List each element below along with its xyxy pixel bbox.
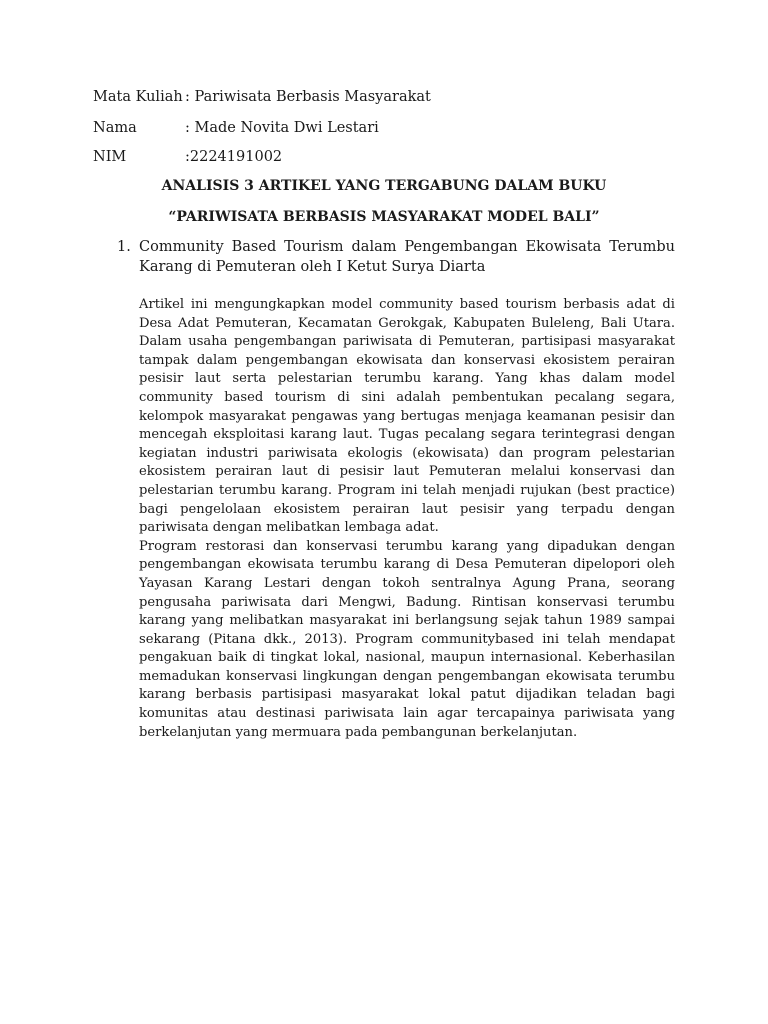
nama-value: : Made Novita Dwi Lestari — [185, 120, 379, 136]
list-item-number: 1. — [117, 239, 131, 255]
article-analysis — [139, 296, 675, 742]
mata-kuliah-row — [93, 87, 431, 107]
nim-value: :2224191002 — [185, 149, 283, 165]
mata-kuliah-label: Mata Kuliah — [93, 89, 183, 105]
analysis-paragraph-2: Program restorasi dan konservasi terumbu karang yang dipadukan dengan pengembangan ekowisata terumbu karang di Desa Pemuteran dipelopori oleh Yayasan Karang Lestari dengan tokoh sentralnya Agung Prana, seorang pengusaha pariwisata dari Mengwi, Badung. Rintisan konservasi terumbu karang yang melibatkan masyarakat ini berlangsung sejak tahun 1989 sampai sekarang (Pitana dkk., 2013). Program communitybased ini telah mendapat pengakuan baik di tingkat lokal, nasional, maupun internasional. Keberhasilan memadukan konservasi lingkungan dengan pengembangan ekowisata terumbu karang berbasis partisipasi masyarakat lokal patut dijadikan teladan bagi komunitas atau destinasi pariwisata lain agar tercapainya pariwisata yang berkelanjutan yang mermuara pada pembangunan berkelanjutan. — [139, 538, 675, 740]
nama-label: Nama — [93, 120, 137, 136]
nim-row — [93, 147, 282, 167]
analysis-paragraph-1: Artikel ini mengungkapkan model community based tourism berbasis adat di Desa Adat Pemuteran, Kecamatan Gerokgak, Kabupaten Buleleng, Bali Utara. Dalam usaha pengembangan pariwisata di Pemuteran, partisipasi masyarakat tampak dalam pengembangan ekowisata dan konservasi ekosistem perairan pesisir laut serta pelestarian terumbu karang. Yang khas dalam model community based tourism di sini adalah pembentukan pecalang segara, kelompok masyarakat pengawas yang bertugas menjaga keamanan pesisir dan mencegah eksploitasi karang laut. Tugas pecalang segara terintegrasi dengan kegiatan industri pariwisata ekologis (ekowisata) dan program pelestarian ekosistem perairan laut di pesisir laut Pemuteran melalui konservasi dan pelestarian terumbu karang. Program ini telah menjadi rujukan (best practice) bagi pengelolaan ekosistem perairan laut pesisir yang terpadu dengan pariwisata dengan melibatkan lembaga adat. — [139, 297, 675, 536]
document-title-line-1: ANALISIS 3 ARTIKEL YANG TERGABUNG DALAM BUKU — [161, 178, 607, 194]
document-title-line-2: “PARIWISATA BERBASIS MASYARAKAT MODEL BALI” — [168, 209, 600, 225]
mata-kuliah-value: : Pariwisata Berbasis Masyarakat — [185, 89, 431, 105]
nim-label: NIM — [93, 149, 127, 165]
article-heading: Community Based Tourism dalam Pengembangan Ekowisata Terumbu Karang di Pemuteran oleh I Ketut Surya Diarta — [139, 239, 675, 275]
nama-row — [93, 118, 379, 138]
